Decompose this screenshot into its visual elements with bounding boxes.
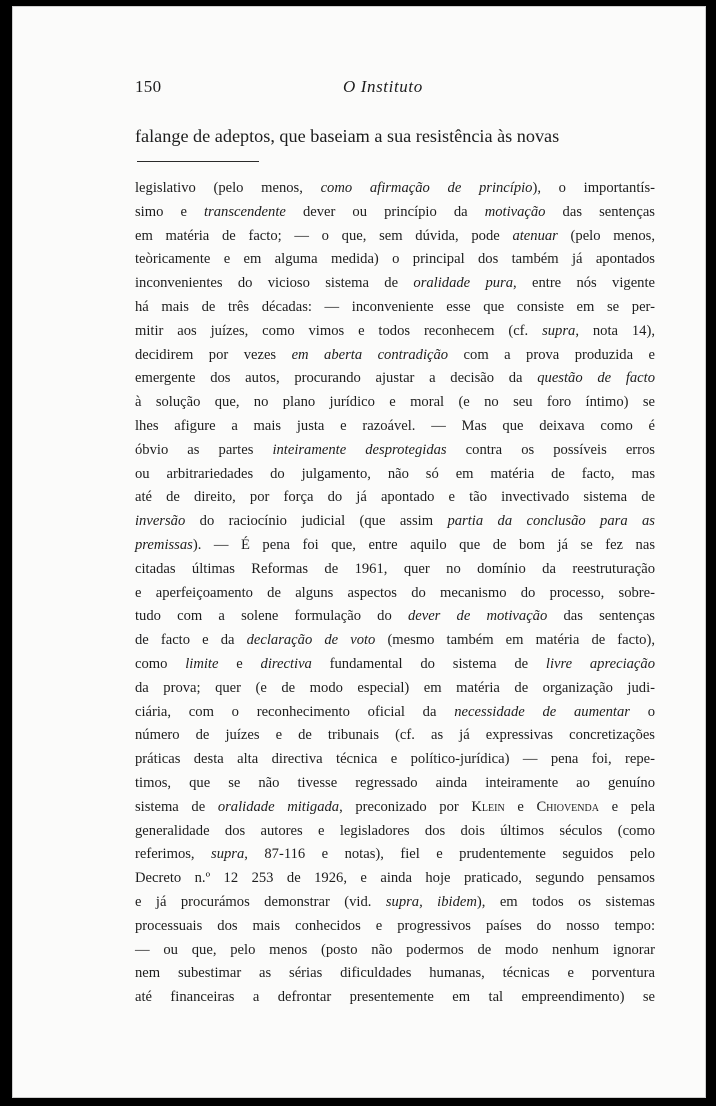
text-line: [135, 296, 655, 320]
text-segment: — ou que, pelo menos (posto não podermos de modo nenhum ignorar: [135, 941, 655, 958]
text-segment: em matéria de facto; — o que, sem dúvida, pode: [135, 227, 513, 244]
text-line: [135, 272, 655, 296]
text-line: [135, 605, 655, 629]
text-segment: processuais dos mais conhecidos e progressivos países do nosso tempo:: [135, 917, 655, 934]
text-line: [135, 582, 655, 606]
text-line: [135, 558, 655, 582]
page-number: 150: [135, 77, 162, 96]
italic-text: questão de facto: [537, 370, 655, 387]
text-segment: e: [504, 798, 537, 815]
text-line: [135, 534, 655, 558]
italic-text: em aberta contradição: [291, 346, 449, 363]
italic-text: supra, ibidem: [385, 893, 477, 910]
text-segment: das sentenças: [545, 203, 655, 220]
text-segment: simo e: [135, 203, 204, 220]
lead-line: falange de adeptos, que baseiam a sua resistência às novas: [135, 126, 560, 146]
text-segment: número de juízes e de tribunais (cf. as já expressivas concretizações: [135, 727, 655, 744]
italic-text: necessidade de aumentar: [454, 703, 630, 720]
text-segment: , nota 14),: [575, 322, 655, 339]
text-line: [135, 653, 655, 677]
text-segment: ciária, com o reconhecimento oficial da: [135, 703, 455, 720]
text-line: [135, 463, 655, 487]
text-segment: do raciocínio judicial (que assim: [185, 513, 448, 530]
text-segment: decidirem por vezes: [135, 346, 292, 363]
text-segment: ou arbitrariedades do julgamento, não só em matéria de facto, mas: [135, 465, 655, 482]
text-line: [135, 867, 655, 891]
text-segment: mitir aos juízes, como vimos e todos reconhecem (cf.: [135, 322, 543, 339]
text-segment: de facto e da: [135, 632, 247, 649]
text-segment: dever ou princípio da: [285, 203, 485, 220]
footnote-rule: [137, 161, 259, 162]
text-segment: ), o importantís-: [532, 180, 655, 196]
text-segment: generalidade dos autores e legisladores dos dois últimos séculos (como: [135, 822, 655, 839]
text-segment: com a prova produzida e: [448, 346, 656, 363]
text-line: [135, 510, 655, 534]
text-line: [135, 843, 655, 867]
text-line: [135, 724, 655, 748]
italic-text: atenuar: [512, 227, 558, 244]
text-line: [135, 225, 655, 249]
text-segment: e: [218, 655, 261, 672]
italic-text: dever de motivação: [407, 608, 548, 625]
text-segment: ), em todos os sistemas: [476, 893, 655, 910]
text-segment: tudo com a solene formulação do: [135, 608, 408, 625]
italic-text: inteiramente desprotegidas: [272, 441, 447, 458]
text-segment: nem subestimar as sérias dificuldades humanas, técnicas e porventura: [135, 965, 655, 982]
text-segment: da prova; quer (e de modo especial) em matéria de organização judi-: [135, 679, 655, 696]
text-line: [135, 748, 655, 772]
italic-text: limite: [185, 655, 219, 672]
text-segment: (mesmo também em matéria de facto),: [375, 632, 655, 649]
text-segment: teòricamente e em alguma medida) o principal dos também já apontados: [135, 251, 655, 268]
text-segment: Chiovenda: [536, 798, 599, 815]
italic-text: declaração de voto: [246, 632, 376, 649]
text-line: [135, 486, 655, 510]
text-line: [135, 677, 655, 701]
text-segment: citadas últimas Reformas de 1961, quer no domínio da reestruturação: [135, 560, 655, 577]
italic-text: supra: [542, 322, 576, 339]
text-line: [135, 367, 655, 391]
footnote-text: [135, 177, 655, 1010]
text-segment: e aperfeiçoamento de alguns aspectos do mecanismo do processo, sobre-: [135, 584, 655, 601]
text-line: [135, 629, 655, 653]
text-segment: como: [135, 655, 186, 672]
text-line: [135, 915, 655, 939]
text-line: [135, 796, 655, 820]
text-segment: há mais de três décadas: — inconveniente esse que consiste em se per-: [135, 298, 655, 315]
text-segment: inconvenientes do vicioso sistema de: [135, 275, 414, 292]
text-segment: óbvio as partes: [135, 441, 273, 458]
italic-text: motivação: [484, 203, 546, 220]
italic-text: directiva: [260, 655, 312, 672]
text-segment: ). — É pena foi que, entre aquilo que de bom já se fez nas: [192, 536, 655, 553]
text-segment: lhes afigure a mais justa e razoável. — Mas que deixava como é: [135, 417, 655, 434]
text-segment: , entre nós vigente: [513, 275, 656, 292]
text-segment: práticas desta alta directiva técnica e político-jurídica) — pena foi, repe-: [135, 751, 655, 768]
text-line: [135, 439, 655, 463]
italic-text: inversão: [135, 513, 186, 530]
text-segment: , preconizado por: [339, 798, 472, 815]
text-line: [135, 320, 655, 344]
italic-text: partia da conclusão para as: [447, 513, 655, 530]
text-segment: contra os possíveis erros: [446, 441, 655, 458]
text-line: [135, 820, 655, 844]
running-head: O Instituto: [343, 77, 423, 96]
text-segment: Decreto n.º 12 253 de 1926, e ainda hoje praticado, segundo pensamos: [135, 870, 655, 887]
text-segment: fundamental do sistema de: [311, 655, 546, 672]
text-segment: referimos,: [135, 846, 212, 863]
text-line: [135, 248, 655, 272]
text-segment: timos, que se não tivesse regressado ainda inteiramente ao genuíno: [135, 774, 655, 791]
italic-text: transcendente: [204, 203, 286, 220]
italic-text: como afirmação de princípio: [320, 180, 533, 196]
text-segment: o: [629, 703, 655, 720]
text-segment: até de direito, por força do já apontado e tão invectivado sistema de: [135, 489, 655, 506]
text-segment: e pela: [598, 798, 655, 815]
italic-text: premissas: [135, 536, 193, 553]
text-line: [135, 939, 655, 963]
text-segment: até financeiras a defrontar presentemente em tal empreendimento) se: [135, 989, 655, 1006]
text-line: [135, 962, 655, 986]
italic-text: oralidade mitigada: [217, 798, 340, 815]
text-line: [135, 415, 655, 439]
text-line: [135, 177, 655, 201]
text-line: [135, 344, 655, 368]
text-line: [135, 701, 655, 725]
text-segment: à solução que, no plano jurídico e moral (e no seu foro íntimo) se: [135, 394, 655, 411]
text-line: [135, 201, 655, 225]
scanned-page: [12, 6, 706, 1098]
text-segment: (pelo menos,: [557, 227, 655, 244]
text-segment: sistema de: [135, 798, 218, 815]
italic-text: supra: [211, 846, 245, 863]
text-segment: e já procurámos demonstrar (vid.: [135, 893, 386, 910]
text-line: [135, 772, 655, 796]
text-segment: emergente dos autos, procurando ajustar a decisão da: [135, 370, 538, 387]
text-segment: , 87-116 e notas), fiel e prudentemente seguidos pelo: [244, 846, 655, 863]
page-header: [135, 77, 653, 103]
text-line: [135, 891, 655, 915]
text-line: [135, 391, 655, 415]
text-segment: Klein: [471, 798, 505, 815]
text-segment: legislativo (pelo menos,: [135, 180, 321, 196]
text-line: [135, 986, 655, 1010]
italic-text: livre apreciação: [545, 655, 655, 672]
italic-text: oralidade pura: [413, 275, 514, 292]
text-segment: das sentenças: [547, 608, 655, 625]
